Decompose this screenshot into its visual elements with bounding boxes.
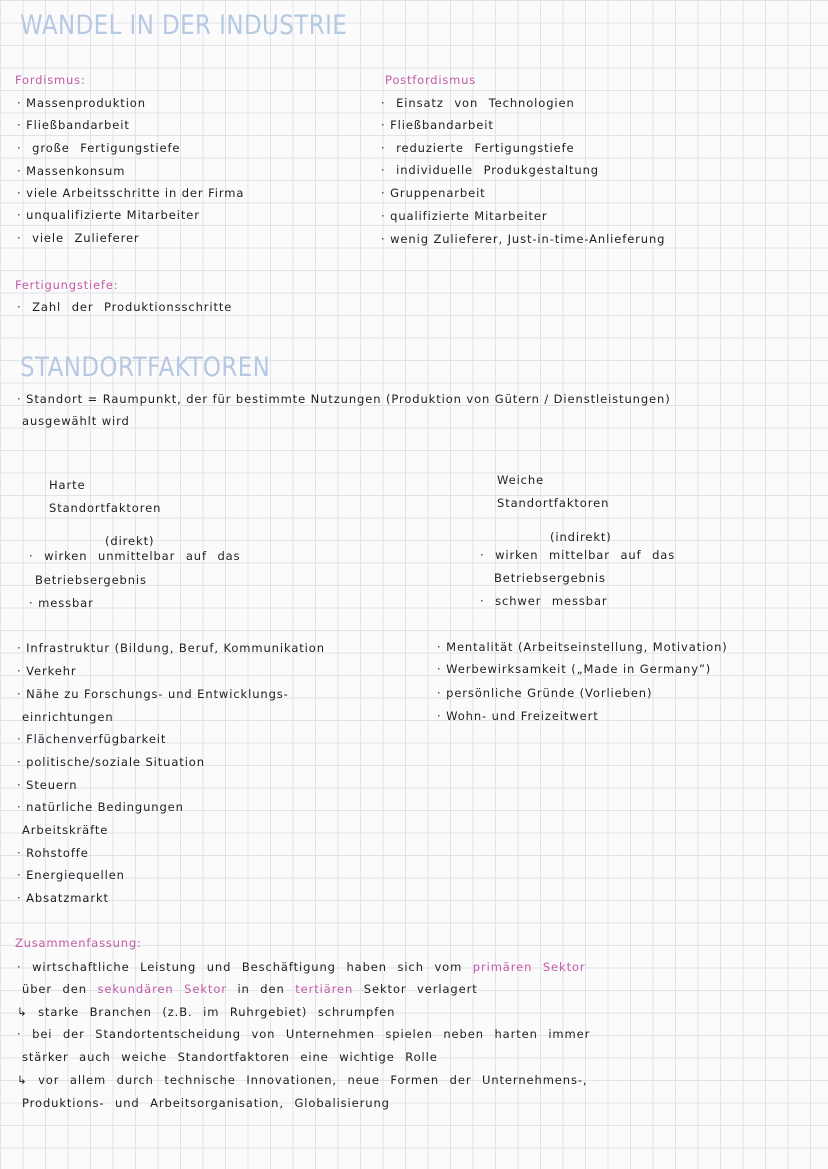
sekundaer-highlight: sekundären Sektor [97,982,227,996]
harte-type: (direkt) [105,534,155,548]
postfordismus-item: · Gruppenarbeit [381,186,486,200]
postfordismus-heading: Postfordismus [385,73,477,87]
definition-line: · Standort = Raumpunkt, der für bestimmte Nutzungen (Produktion von Gütern / Dienstleistungen) [17,392,671,406]
harte-item: · Flächenverfügbarkeit [17,732,167,746]
fordismus-item: · viele Zulieferer [17,231,140,245]
harte-title: Harte [49,478,86,492]
postfordismus-item: · Fließbandarbeit [381,118,494,132]
harte-title: Standortfaktoren [49,501,162,515]
weiche-item: · Wohn- und Freizeitwert [437,709,599,723]
summary-line: ↳ starke Branchen (z.B. im Ruhrgebiet) schrumpfen [17,1005,396,1019]
postfordismus-item: · individuelle Produkgestaltung [381,163,599,177]
weiche-desc: Betriebsergebnis [494,571,606,585]
postfordismus-item: · Einsatz von Technologien [381,96,575,110]
fordismus-item: · unqualifizierte Mitarbeiter [17,208,200,222]
summary-line: stärker auch weiche Standortfaktoren eine wichtige Rolle [22,1050,438,1064]
summary-line: · wirtschaftliche Leistung und Beschäftigung haben sich vom primären Sektor [17,960,586,974]
postfordismus-item: · reduzierte Fertigungstiefe [381,141,575,155]
fordismus-item: · Massenkonsum [17,164,126,178]
summary-line: über den sekundären Sektor in den tertiären Sektor verlagert [22,982,478,996]
harte-desc: · wirken unmittelbar auf das [29,549,241,563]
summary-heading: Zusammenfassung: [15,936,142,950]
summary-line: ↳ vor allem durch technische Innovationen, neue Formen der Unternehmens-, [17,1073,588,1087]
harte-desc: Betriebsergebnis [35,573,147,587]
weiche-item: · Mentalität (Arbeitseinstellung, Motivation) [437,640,728,654]
harte-item: · Infrastruktur (Bildung, Beruf, Kommunikation [17,641,325,655]
summary-line: · bei der Standortentscheidung von Unternehmen spielen neben harten immer [17,1027,591,1041]
harte-desc: · messbar [29,596,94,610]
postfordismus-item: · wenig Zulieferer, Just-in-time-Anlieferung [381,232,666,246]
weiche-title: Standortfaktoren [497,496,610,510]
fertigungstiefe-heading: Fertigungstiefe: [15,278,119,292]
harte-item: · natürliche Bedingungen [17,800,184,814]
title-standortfaktoren: STANDORTFAKTOREN [20,352,271,383]
harte-item: · Absatzmarkt [17,891,109,905]
weiche-item: · Werbewirksamkeit („Made in Germany”) [437,662,712,676]
harte-item: · politische/soziale Situation [17,755,205,769]
harte-item: · Rohstoffe [17,846,89,860]
title-wandel: WANDEL IN DER INDUSTRIE [20,10,348,41]
harte-item: · Nähe zu Forschungs- und Entwicklungs- [17,687,289,701]
weiche-type: (indirekt) [550,530,612,544]
postfordismus-item: · qualifizierte Mitarbeiter [381,209,548,223]
fordismus-item: · viele Arbeitsschritte in der Firma [17,186,245,200]
fordismus-item: · große Fertigungstiefe [17,141,181,155]
harte-item: · Verkehr [17,664,77,678]
fordismus-item: · Massenproduktion [17,96,146,110]
definition-line: ausgewählt wird [22,414,130,428]
weiche-desc: · schwer messbar [480,594,608,608]
harte-item: · Energiequellen [17,868,125,882]
fordismus-heading: Fordismus: [15,73,86,87]
harte-item: · Steuern [17,778,78,792]
fordismus-item: · Fließbandarbeit [17,118,130,132]
primaer-highlight: primären Sektor [472,960,586,974]
tertiaer-highlight: tertiären [295,982,354,996]
weiche-item: · persönliche Gründe (Vorlieben) [437,686,653,700]
harte-item: einrichtungen [22,710,114,724]
weiche-title: Weiche [497,473,545,487]
fertigungstiefe-text: · Zahl der Produktionsschritte [17,300,233,314]
harte-item: Arbeitskräfte [22,823,109,837]
weiche-desc: · wirken mittelbar auf das [480,548,676,562]
summary-line: Produktions- und Arbeitsorganisation, Globalisierung [22,1096,390,1110]
